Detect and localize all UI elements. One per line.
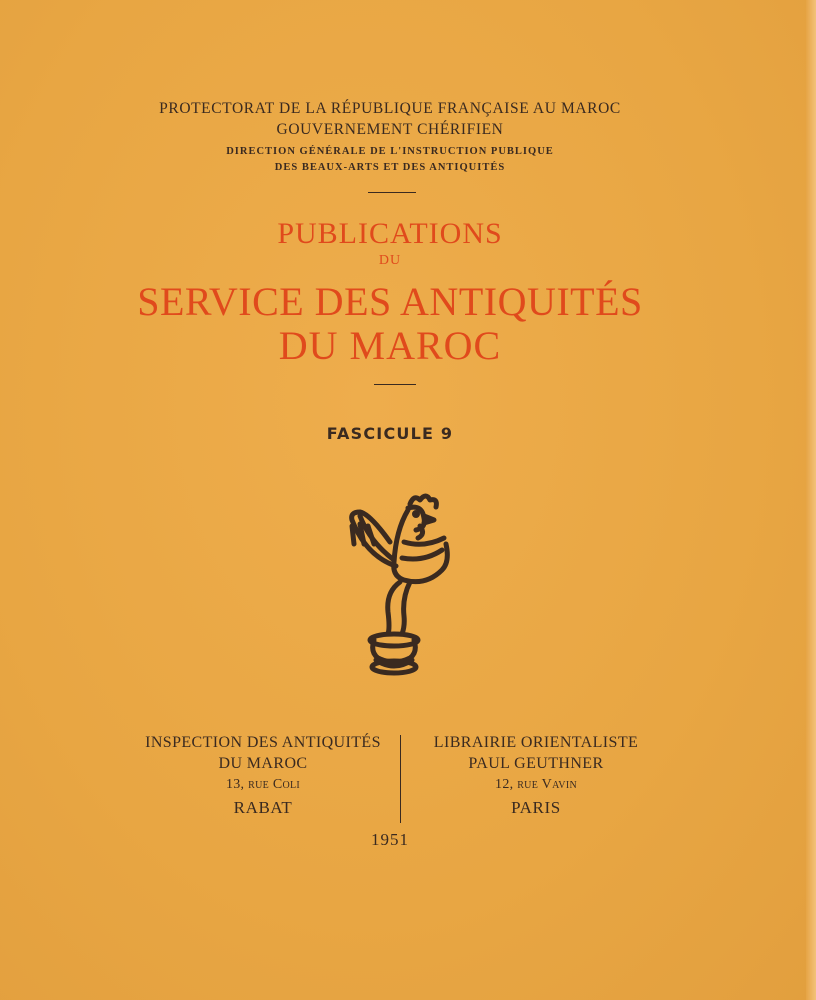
left-publisher-address: 13, rue Coli (225, 777, 301, 792)
fascicule-label: FASCICULE 9 (326, 424, 454, 443)
right-publisher-name: LIBRAIRIE ORIENTALISTE (433, 734, 639, 751)
publication-year: 1951 (371, 830, 409, 849)
title-maroc: DU MAROC (278, 323, 502, 368)
gouvernement-line: GOUVERNEMENT CHÉRIFIEN (276, 121, 504, 138)
divider-middle (374, 384, 416, 385)
title-publications: PUBLICATIONS (277, 217, 503, 250)
page-edge (806, 0, 816, 1000)
title-service: SERVICE DES ANTIQUITÉS (137, 279, 643, 324)
left-publisher-name: INSPECTION DES ANTIQUITÉS (145, 734, 381, 751)
left-publisher-city: RABAT (233, 798, 293, 817)
right-publisher-name2: PAUL GEUTHNER (468, 755, 604, 772)
rooster-emblem-icon (330, 482, 450, 682)
protectorat-line: PROTECTORAT DE LA RÉPUBLIQUE FRANÇAISE AU MAROC (159, 100, 621, 117)
right-publisher-city: PARIS (511, 798, 561, 817)
divider-top (368, 192, 416, 193)
right-publisher-address: 12, rue Vavin (495, 777, 577, 792)
direction-line: DIRECTION GÉNÉRALE DE L'INSTRUCTION PUBLIQUE (226, 146, 554, 157)
left-publisher-name2: DU MAROC (218, 755, 308, 772)
title-du: DU (378, 253, 402, 268)
beaux-arts-line: DES BEAUX-ARTS ET DES ANTIQUITÉS (274, 162, 506, 173)
